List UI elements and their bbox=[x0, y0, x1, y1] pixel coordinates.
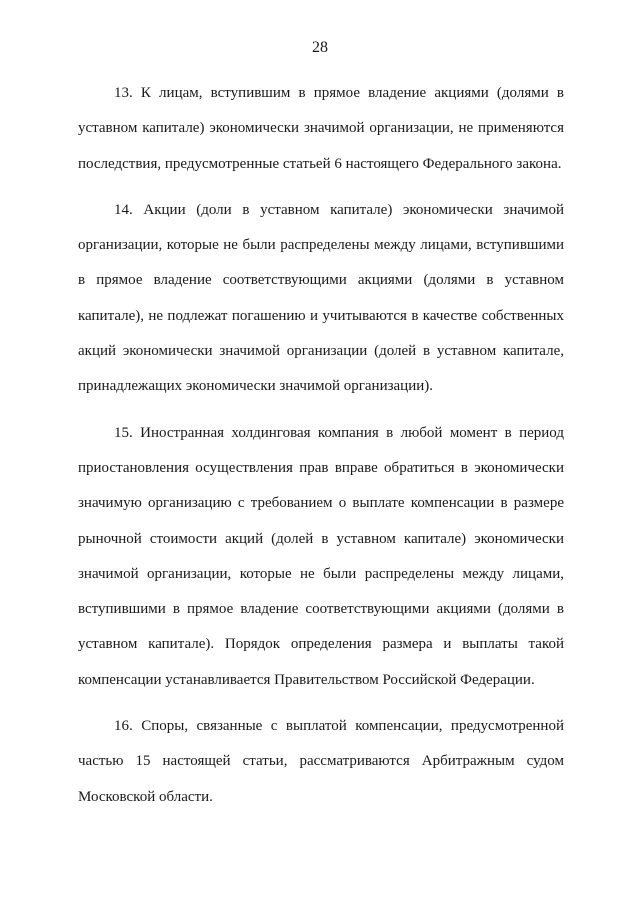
page-number: 28 bbox=[312, 39, 328, 56]
document-body bbox=[78, 76, 564, 826]
paragraph-13: 13. К лицам, вступившим в прямое владение акциями (долями в уставном капитале) экономически значимой организации, не применяются последствия, предусмотренные статьей 6 настоящего Федерального закона. bbox=[78, 85, 564, 172]
paragraph-16: 16. Споры, связанные с выплатой компенсации, предусмотренной частью 15 настоящей статьи, рассматриваются Арбитражным судом Московской области. bbox=[78, 718, 564, 805]
paragraph-15: 15. Иностранная холдинговая компания в любой момент в период приостановления осуществления прав вправе обратиться в экономически значимую организацию с требованием о выплате компенсации в размере рыночной стоимости акций (долей в уставном капитале) экономически значимой организации, которые не были распределены между лицами, вступившими в прямое владение соответствующими акциями (долями в уставном капитале). Порядок определения размера и выплаты такой компенсации устанавливается Правительством Российской Федерации. bbox=[78, 424, 564, 688]
paragraph-14: 14. Акции (доли в уставном капитале) экономически значимой организации, которые не были распределены между лицами, вступившими в прямое владение соответствующими акциями (долями в уставном капитале), не подлежат погашению и учитываются в качестве собственных акций экономически значимой организации (долей в уставном капитале, принадлежащих экономически значимой организации). bbox=[78, 201, 564, 395]
